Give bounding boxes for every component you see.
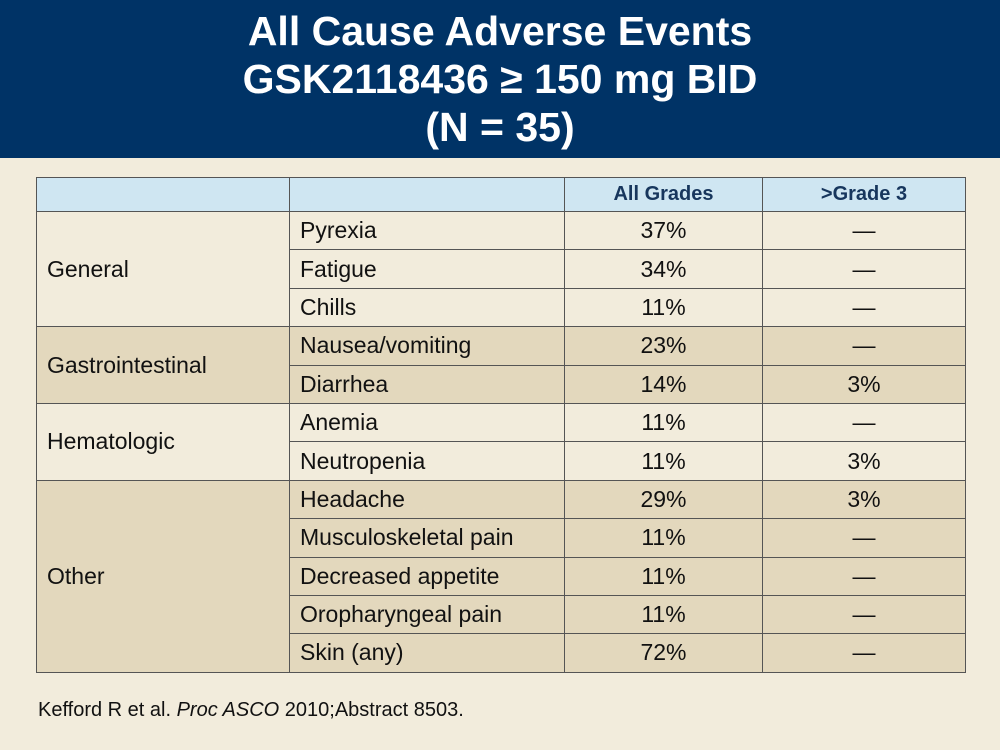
category-cell: Gastrointestinal	[37, 327, 290, 404]
header-all-grades: All Grades	[565, 178, 763, 212]
grade-3-cell: —	[763, 557, 966, 595]
adverse-events-table	[36, 177, 966, 673]
event-cell: Neutropenia	[290, 442, 565, 480]
all-grades-cell: 14%	[565, 365, 763, 403]
all-grades-cell: 11%	[565, 403, 763, 441]
table-header-row	[37, 178, 966, 212]
all-grades-cell: 23%	[565, 327, 763, 365]
table-row	[37, 327, 966, 365]
event-cell: Skin (any)	[290, 634, 565, 672]
header-category	[37, 178, 290, 212]
grade-3-cell: —	[763, 327, 966, 365]
all-grades-cell: 29%	[565, 480, 763, 518]
grade-3-cell: —	[763, 403, 966, 441]
grade-3-cell: —	[763, 519, 966, 557]
header-grade-3: >Grade 3	[763, 178, 966, 212]
event-cell: Anemia	[290, 403, 565, 441]
event-cell: Chills	[290, 288, 565, 326]
grade-3-cell: 3%	[763, 480, 966, 518]
table-body	[37, 212, 966, 673]
all-grades-cell: 11%	[565, 288, 763, 326]
event-cell: Oropharyngeal pain	[290, 595, 565, 633]
slide-title-line-3: (N = 35)	[425, 104, 575, 150]
citation-journal: Proc ASCO	[176, 699, 280, 721]
table-row	[37, 480, 966, 518]
slide-title-line-1: All Cause Adverse Events	[247, 8, 753, 54]
all-grades-cell: 11%	[565, 557, 763, 595]
all-grades-cell: 37%	[565, 212, 763, 250]
citation-details: 2010;Abstract 8503.	[279, 699, 464, 721]
event-cell: Headache	[290, 480, 565, 518]
event-cell: Decreased appetite	[290, 557, 565, 595]
category-cell: Other	[37, 480, 290, 672]
grade-3-cell: —	[763, 595, 966, 633]
grade-3-cell: —	[763, 212, 966, 250]
grade-3-cell: —	[763, 634, 966, 672]
slide-title-line-2: GSK2118436 ≥ 150 mg BID	[242, 56, 758, 102]
category-cell: General	[37, 212, 290, 327]
grade-3-cell: 3%	[763, 442, 966, 480]
citation-authors: Kefford R et al.	[38, 699, 177, 721]
slide-header	[0, 0, 1000, 158]
event-cell: Nausea/vomiting	[290, 327, 565, 365]
grade-3-cell: —	[763, 250, 966, 288]
category-cell: Hematologic	[37, 403, 290, 480]
grade-3-cell: 3%	[763, 365, 966, 403]
table-row	[37, 212, 966, 250]
header-event	[290, 178, 565, 212]
grade-3-cell: —	[763, 288, 966, 326]
event-cell: Pyrexia	[290, 212, 565, 250]
event-cell: Musculoskeletal pain	[290, 519, 565, 557]
citation	[38, 699, 464, 722]
all-grades-cell: 11%	[565, 519, 763, 557]
event-cell: Diarrhea	[290, 365, 565, 403]
event-cell: Fatigue	[290, 250, 565, 288]
all-grades-cell: 34%	[565, 250, 763, 288]
table-row	[37, 403, 966, 441]
all-grades-cell: 11%	[565, 442, 763, 480]
all-grades-cell: 11%	[565, 595, 763, 633]
all-grades-cell: 72%	[565, 634, 763, 672]
